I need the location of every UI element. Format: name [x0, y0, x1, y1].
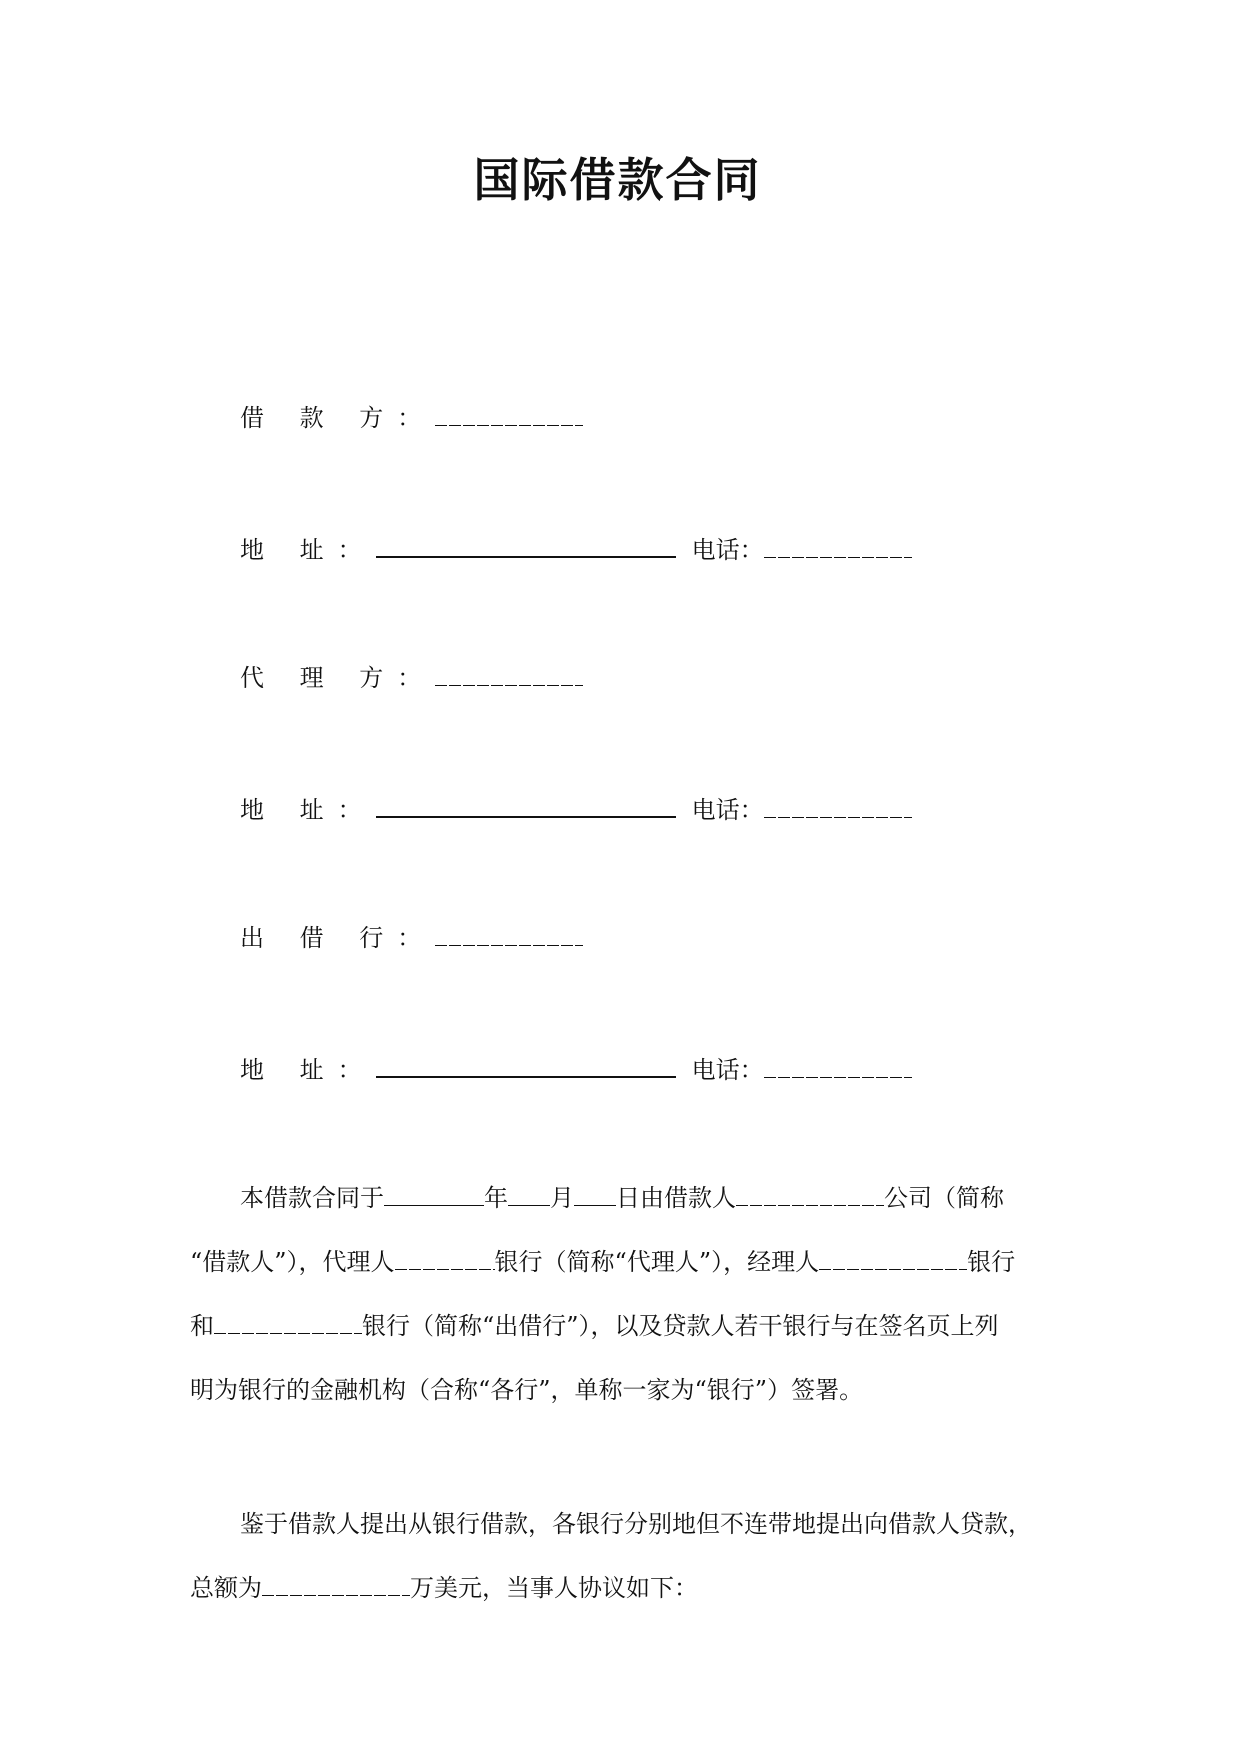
- borrower-address-blank[interactable]: [376, 530, 676, 558]
- agent-bank-blank[interactable]: [395, 1248, 495, 1270]
- text-segment: 日由借款人: [616, 1184, 736, 1212]
- paragraph-line: [190, 1230, 1050, 1294]
- year-blank[interactable]: [384, 1183, 484, 1206]
- text-segment: “借款人”），代理人: [190, 1248, 395, 1276]
- total-amount-blank[interactable]: [262, 1574, 410, 1596]
- lender-phone-blank[interactable]: [764, 1052, 912, 1078]
- borrower-company-blank[interactable]: [736, 1184, 884, 1206]
- text-segment: 公司（简称: [884, 1184, 1004, 1212]
- phone-label: 电话：: [691, 536, 764, 564]
- loan-recital-paragraph: [190, 1492, 1050, 1620]
- paragraph-line: [190, 1492, 1050, 1556]
- agent-address-blank[interactable]: [376, 790, 676, 818]
- manager-bank-blank[interactable]: [819, 1248, 967, 1270]
- lender-blank[interactable]: [435, 920, 583, 946]
- text-segment: 和: [190, 1312, 214, 1340]
- text-segment: 明为银行的金融机构（合称“各行”，单称一家为“银行”）签署。: [190, 1376, 864, 1404]
- agent-blank[interactable]: [435, 660, 583, 686]
- paragraph-line: [190, 1358, 1050, 1422]
- text-segment: 银行（简称“代理人”），经理人: [494, 1248, 820, 1276]
- lender-address-row: [240, 1050, 912, 1086]
- borrower-label: 借 款 方：: [240, 404, 436, 432]
- borrower-row: [240, 400, 583, 434]
- document-title: 国际借款合同: [473, 153, 762, 207]
- text-segment: 银行（简称“出借行”），以及贷款人若干银行与在签名页上列: [362, 1312, 999, 1340]
- agent-row: [240, 660, 583, 694]
- address-label: 地 址：: [240, 536, 376, 564]
- phone-label: 电话：: [691, 1056, 764, 1084]
- paragraph-line: [190, 1166, 1050, 1230]
- text-segment: 鉴于借款人提出从银行借款，各银行分别地但不连带地提出向借款人贷款，: [240, 1510, 1032, 1538]
- day-blank[interactable]: [574, 1183, 616, 1206]
- agent-address-row: [240, 790, 912, 826]
- lending-bank-blank[interactable]: [214, 1312, 362, 1334]
- agent-label: 代 理 方：: [240, 664, 436, 692]
- lender-row: [240, 920, 583, 954]
- address-label: 地 址：: [240, 796, 376, 824]
- paragraph-line: [190, 1294, 1050, 1358]
- month-blank[interactable]: [508, 1183, 550, 1206]
- borrower-blank[interactable]: [435, 400, 583, 426]
- text-segment: 总额为: [190, 1574, 262, 1602]
- contract-intro-paragraph: [190, 1166, 1050, 1422]
- text-segment: 银行: [967, 1248, 1016, 1276]
- address-label: 地 址：: [240, 1056, 376, 1084]
- text-segment: 本借款合同于: [240, 1184, 384, 1212]
- text-segment: 年: [484, 1184, 508, 1212]
- text-segment: 月: [550, 1184, 574, 1212]
- lender-address-blank[interactable]: [376, 1050, 676, 1078]
- agent-phone-blank[interactable]: [764, 792, 912, 818]
- paragraph-line: [190, 1556, 1050, 1620]
- lender-label: 出 借 行：: [240, 924, 436, 952]
- borrower-phone-blank[interactable]: [764, 532, 912, 558]
- phone-label: 电话：: [691, 796, 764, 824]
- text-segment: 万美元，当事人协议如下：: [410, 1574, 698, 1602]
- borrower-address-row: [240, 530, 912, 566]
